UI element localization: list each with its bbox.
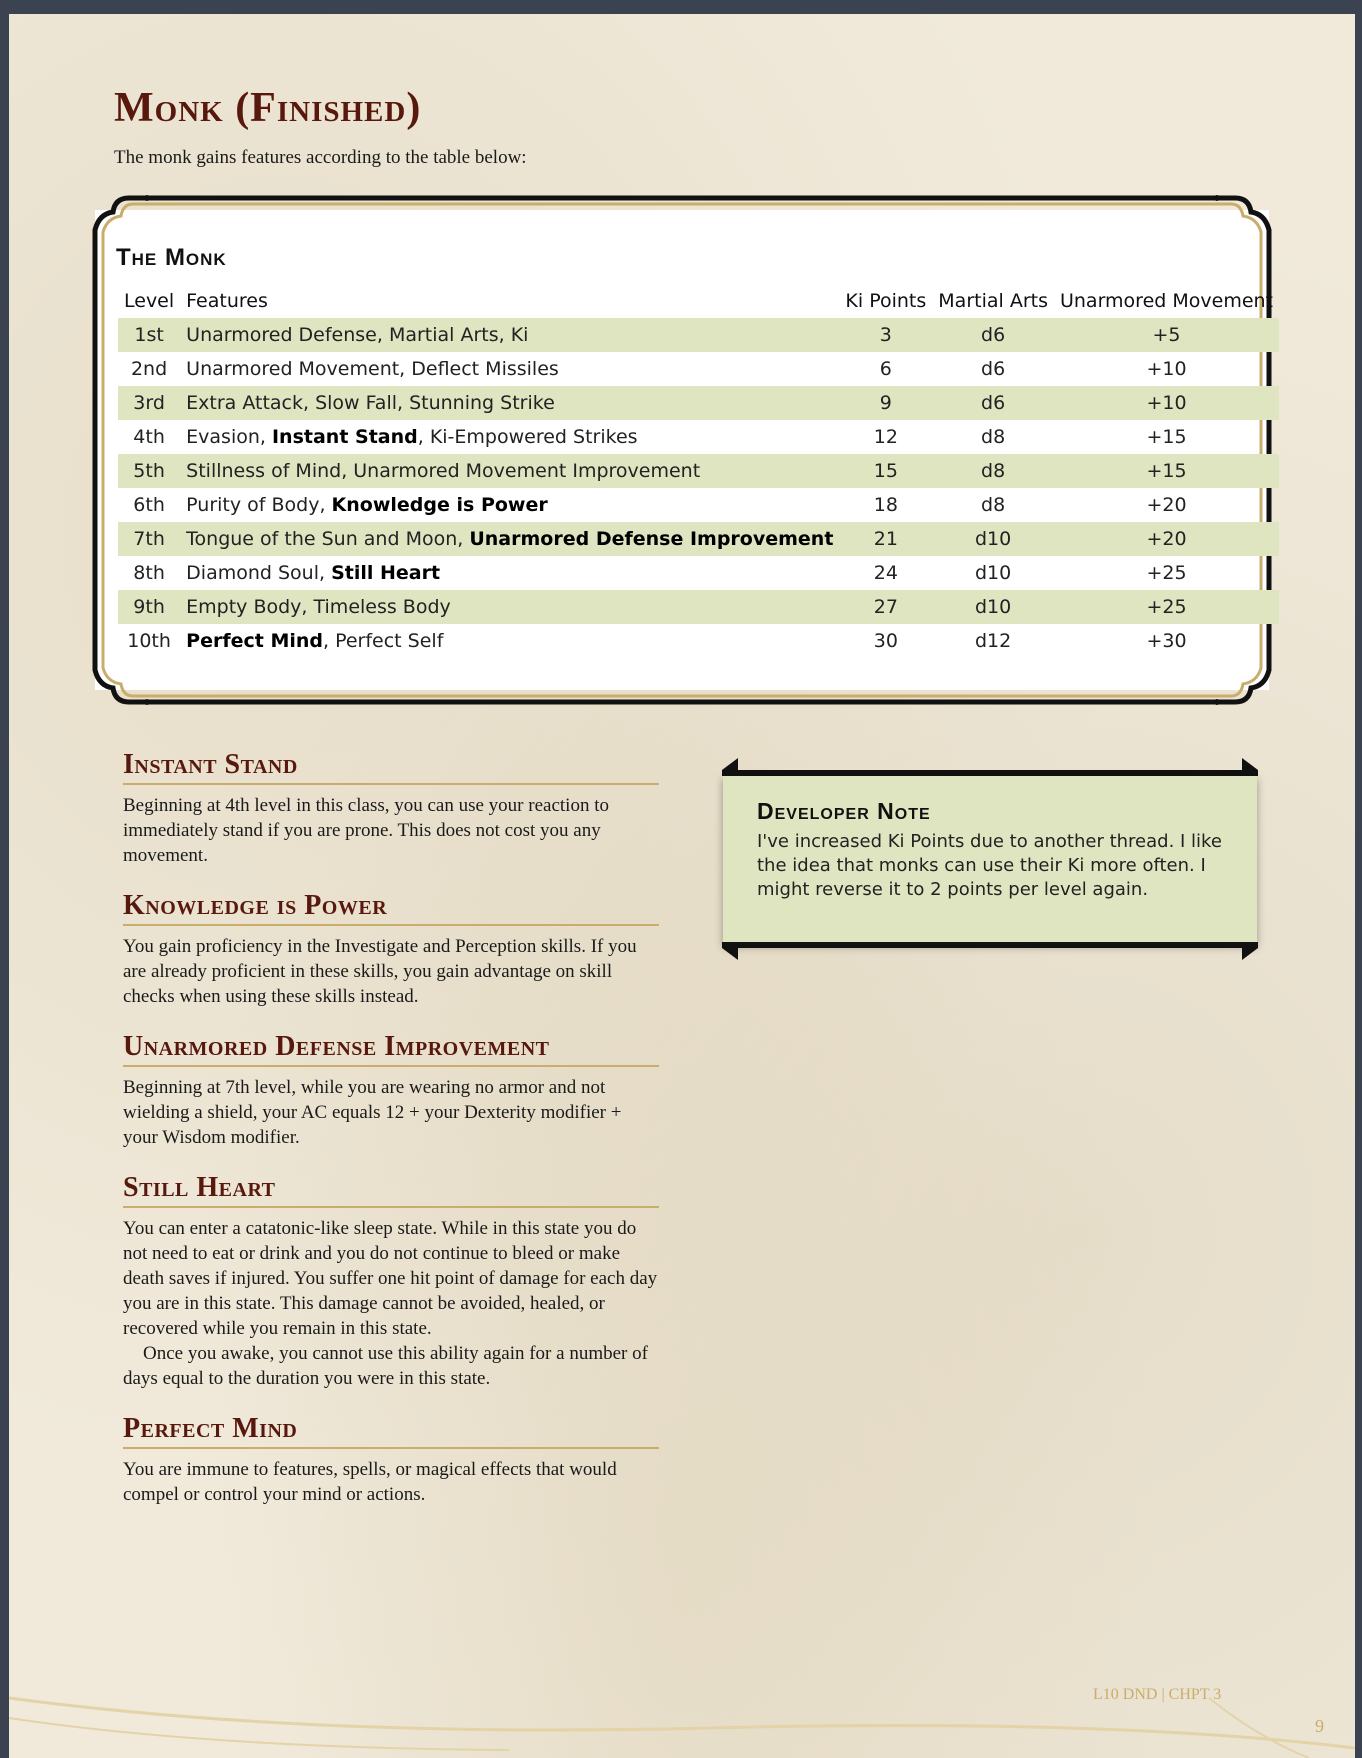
header-unarmored-movement: Unarmored Movement [1059,290,1274,312]
cell-ki-points: 18 [873,494,898,516]
feature-section [123,749,659,868]
table-row [118,386,1279,420]
new-feature-text: Perfect Mind [186,630,323,652]
cell-level: 3rd [118,386,180,420]
table-row [118,318,1279,352]
header-features: Features [186,290,268,312]
cell-features [180,386,839,420]
feature-text: Diamond Soul, [186,562,332,584]
feature-text: Stillness of Mind, Unarmored Movement Improvement [186,460,701,482]
cell-ki-points: 21 [839,522,932,556]
cell-ki-points: 15 [839,454,932,488]
cell-ki-points: 24 [873,562,898,584]
document-page [9,14,1355,1758]
feature-text: Evasion, [186,426,272,448]
table-row [118,352,1279,386]
intro-text: The monk gains features according to the table below: [114,147,527,168]
feature-section [123,1031,659,1150]
header-level: Level [124,290,175,312]
header-martial-arts: Martial Arts [938,290,1048,312]
table-row [118,556,1279,590]
cell-martial-arts: d6 [981,358,1006,380]
feature-text: Unarmored Movement, Deflect Missiles [186,358,559,380]
cell-unarmored-movement: +20 [1146,494,1187,516]
section-heading: Knowledge is Power [123,890,659,926]
cell-features [180,590,839,624]
note-bottom-left-fold-icon [722,948,738,960]
section-heading: Unarmored Defense Improvement [123,1031,659,1067]
developer-note-body: I've increased Ki Points due to another thread. I like the idea that monks can use their Ki more often. I might reverse it to 2 points per level again. [757,831,1222,900]
cell-level: 6th [133,494,165,516]
monk-table [118,284,1279,658]
cell-martial-arts: d8 [981,426,1006,448]
cell-level: 2nd [130,358,168,380]
section-paragraph: Beginning at 7th level, while you are wearing no armor and not wielding a shield, your AC equals 12 + your Dexterity modifier + your Wisdom modifier. [123,1077,622,1148]
cell-level: 7th [118,522,180,556]
table-row [118,488,1279,522]
feature-section [123,1172,659,1391]
note-bottom-right-fold-icon [1242,948,1258,960]
cell-martial-arts: d12 [975,630,1012,652]
table-row [118,624,1279,658]
cell-level: 10th [127,630,171,652]
feature-text: Tongue of the Sun and Moon, [186,528,470,550]
developer-note [723,776,1257,944]
cell-features [180,522,839,556]
feature-text: Unarmored Defense, Martial Arts, Ki [186,324,529,346]
table-body [118,318,1279,658]
section-paragraph: You gain proficiency in the Investigate and Perception skills. If you are already proficient in these skills, you gain advantage on skill checks when using these skills instead. [123,936,637,1007]
table-row [118,420,1279,454]
cell-ki-points: 12 [873,426,898,448]
cell-features [180,420,839,454]
cell-unarmored-movement: +30 [1146,630,1187,652]
cell-features [180,556,839,590]
new-feature-text: Unarmored Defense Improvement [469,528,834,550]
cell-ki-points: 30 [873,630,898,652]
feature-text: , Ki-Empowered Strikes [417,426,638,448]
note-top-left-fold-icon [722,758,738,770]
section-heading: Instant Stand [123,749,659,785]
page-number: 9 [1315,1716,1324,1736]
feature-text: Empty Body, Timeless Body [186,596,451,618]
cell-unarmored-movement: +5 [1054,318,1279,352]
feature-section [123,890,659,1009]
cell-features [180,352,839,386]
cell-features [180,454,839,488]
cell-features [180,488,839,522]
note-top-right-fold-icon [1242,758,1258,770]
section-paragraph: Once you awake, you cannot use this ability again for a number of days equal to the duration you were in this state. [123,1343,648,1389]
new-feature-text: Still Heart [331,562,441,584]
footer-label: L10 DND | CHPT 3 [1093,1686,1222,1703]
cell-level: 1st [118,318,180,352]
cell-features [180,318,839,352]
new-feature-text: Instant Stand [271,426,418,448]
feature-section [123,1413,659,1507]
feature-text: , Perfect Self [323,630,444,652]
cell-level: 5th [118,454,180,488]
cell-martial-arts: d10 [932,522,1054,556]
developer-note-title: Developer Note [757,798,931,824]
cell-martial-arts: d10 [932,590,1054,624]
cell-unarmored-movement: +15 [1146,426,1187,448]
cell-unarmored-movement: +20 [1054,522,1279,556]
cell-unarmored-movement: +25 [1146,562,1187,584]
table-header-row [118,284,1279,318]
cell-ki-points: 6 [879,358,892,380]
cell-unarmored-movement: +25 [1054,590,1279,624]
cell-level: 4th [133,426,165,448]
cell-level: 9th [118,590,180,624]
table-row [118,590,1279,624]
note-bottom-bar [722,942,1258,948]
cell-martial-arts: d6 [932,318,1054,352]
cell-martial-arts: d10 [975,562,1012,584]
feature-text: Extra Attack, Slow Fall, Stunning Strike [186,392,555,414]
cell-martial-arts: d6 [932,386,1054,420]
cell-unarmored-movement: +15 [1054,454,1279,488]
cell-ki-points: 3 [839,318,932,352]
cell-unarmored-movement: +10 [1054,386,1279,420]
cell-ki-points: 27 [839,590,932,624]
feature-text: Purity of Body, [186,494,332,516]
cell-ki-points: 9 [839,386,932,420]
table-row [118,454,1279,488]
section-heading: Still Heart [123,1172,659,1208]
feature-sections [123,749,659,1529]
cell-unarmored-movement: +10 [1146,358,1187,380]
table-row [118,522,1279,556]
cell-features [180,624,839,658]
page-title: Monk (Finished) [114,85,422,131]
cell-martial-arts: d8 [932,454,1054,488]
new-feature-text: Knowledge is Power [331,494,548,516]
cell-martial-arts: d8 [981,494,1006,516]
header-ki-points: Ki Points [845,290,927,312]
cell-level: 8th [133,562,165,584]
section-paragraph: You can enter a catatonic-like sleep state. While in this state you do not need to eat or drink and you do not continue to bleed or make death saves if injured. You suffer one hit point of damage for each day you are in this state. This damage cannot be avoided, healed, or recovered while you remain in this state. [123,1218,658,1339]
table-title: The Monk [116,244,227,271]
section-heading: Perfect Mind [123,1413,659,1449]
section-paragraph: Beginning at 4th level in this class, you can use your reaction to immediately stand if you are prone. This does not cost you any movement. [123,795,609,866]
section-paragraph: You are immune to features, spells, or magical effects that would compel or control your mind or actions. [123,1459,617,1505]
